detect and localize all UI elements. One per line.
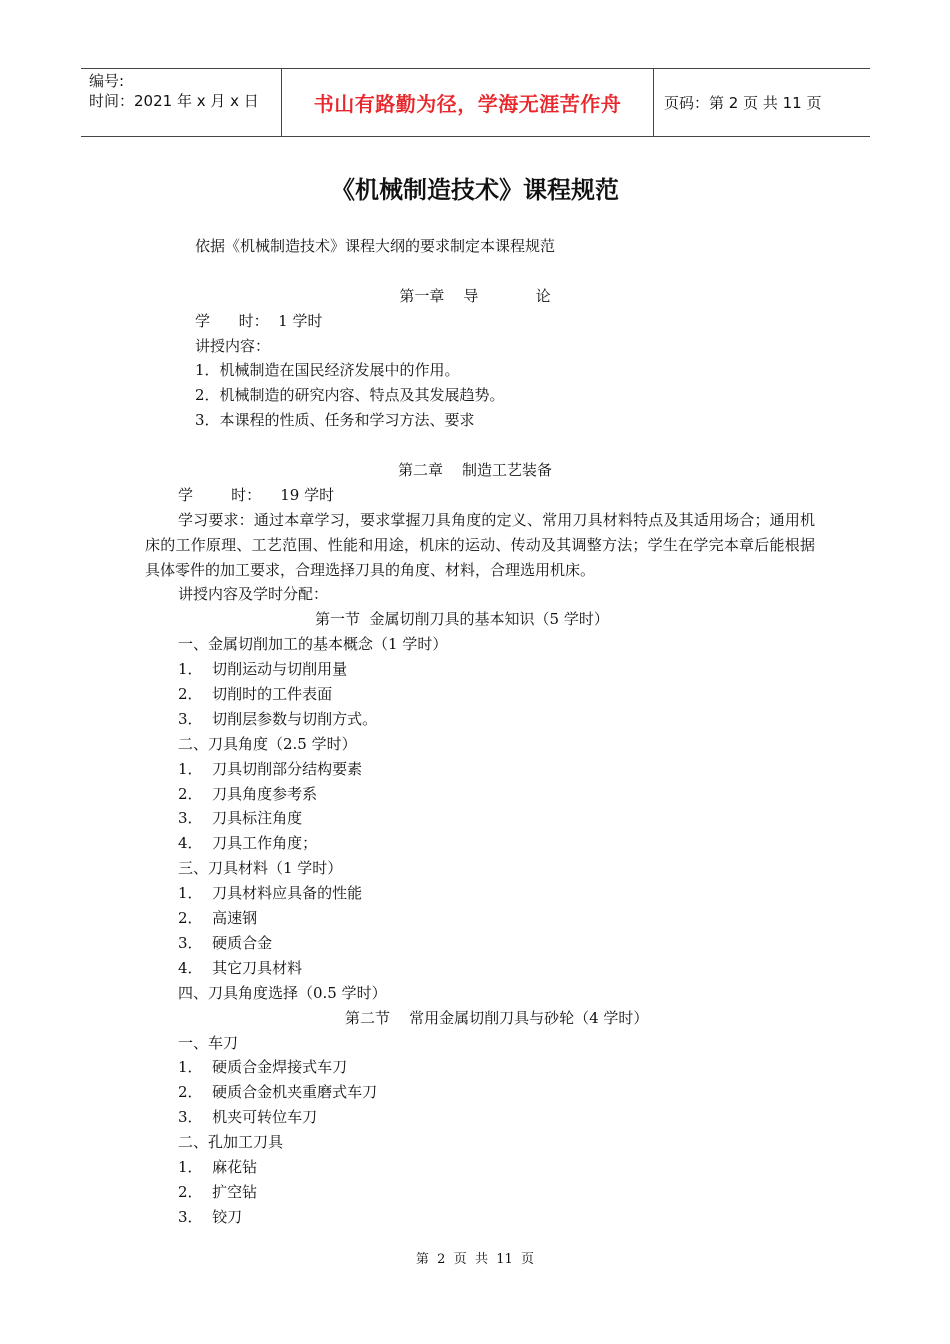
chapter1-heading: 第一章 导 论 <box>399 287 551 305</box>
chapter1-content-label: 讲授内容： <box>195 337 271 355</box>
section1-line: 3． 硬质合金 <box>178 934 273 952</box>
header-motto: 书山有路勤为径，学海无涯苦作舟 <box>313 92 622 116</box>
section1-line: 4． 刀具工作角度； <box>178 834 318 852</box>
section1-line: 1． 刀具切削部分结构要素 <box>178 760 363 778</box>
section2-heading: 第二节 常用金属切削刀具与砂轮（4 学时） <box>345 1009 649 1027</box>
header-page-cell <box>654 69 870 136</box>
section1-line: 2． 高速钢 <box>178 909 258 927</box>
chapter1-item: 2．机械制造的研究内容、特点及其发展趋势。 <box>195 386 505 404</box>
section1-line: 2． 切削时的工件表面 <box>178 685 333 703</box>
header-page-label: 页码：第 2 页 共 11 页 <box>664 94 822 112</box>
section2-line: 3． 铰刀 <box>178 1208 243 1226</box>
section1-line: 一、金属切削加工的基本概念（1 学时） <box>178 635 448 653</box>
section2-line: 2． 扩空钻 <box>178 1183 258 1201</box>
section1-line: 二、刀具角度（2.5 学时） <box>178 735 357 753</box>
header-left-cell <box>81 69 281 136</box>
section2-line: 1． 麻花钻 <box>178 1158 258 1176</box>
header-motto-cell <box>281 69 654 136</box>
section1-line: 3． 切削层参数与切削方式。 <box>178 710 378 728</box>
intro-text: 依据《机械制造技术》课程大纲的要求制定本课程规范 <box>195 237 556 255</box>
section2-line: 3． 机夹可转位车刀 <box>178 1108 318 1126</box>
section2-line: 二、孔加工刀具 <box>178 1133 284 1151</box>
document-number-label: 编号: <box>89 72 125 90</box>
chapter1-item: 1．机械制造在国民经济发展中的作用。 <box>195 361 460 379</box>
chapter2-requirement: 学习要求：通过本章学习，要求掌握刀具角度的定义、常用刀具材料特点及其适用场合；通用机床的工作原理、工艺范围、性能和用途，机床的运动、传动及其调整方法；学生在学完本章后能根据具体零件的加工要求，合理选择刀具的角度、材料，合理选用机床。 <box>145 511 815 579</box>
section2-line: 1． 硬质合金焊接式车刀 <box>178 1058 348 1076</box>
chapter1-item: 3．本课程的性质、任务和学习方法、要求 <box>195 411 475 429</box>
section1-line: 2． 刀具角度参考系 <box>178 785 318 803</box>
section1-line: 三、刀具材料（1 学时） <box>178 859 343 877</box>
chapter2-allocation-label: 讲授内容及学时分配： <box>178 585 329 603</box>
page-header <box>81 68 870 137</box>
section1-line: 四、刀具角度选择（0.5 学时） <box>178 984 387 1002</box>
section1-line: 1． 切削运动与切削用量 <box>178 660 348 678</box>
section1-line: 1． 刀具材料应具备的性能 <box>178 884 363 902</box>
chapter2-hours: 学 时： 19 学时 <box>178 486 335 504</box>
page-footer: 第 2 页 共 11 页 <box>415 1252 535 1267</box>
section2-line: 2． 硬质合金机夹重磨式车刀 <box>178 1083 378 1101</box>
chapter1-hours: 学 时： 1 学时 <box>195 312 323 330</box>
section2-line: 一、车刀 <box>178 1034 239 1052</box>
section1-line: 3． 刀具标注角度 <box>178 809 303 827</box>
section1-line: 4． 其它刀具材料 <box>178 959 303 977</box>
section1-heading: 第一节 金属切削刀具的基本知识（5 学时） <box>315 610 609 628</box>
chapter2-heading: 第二章 制造工艺装备 <box>397 461 553 479</box>
document-time-label: 时间：2021 年 x 月 x 日 <box>89 92 259 110</box>
document-title: 《机械制造技术》课程规范 <box>331 176 619 204</box>
